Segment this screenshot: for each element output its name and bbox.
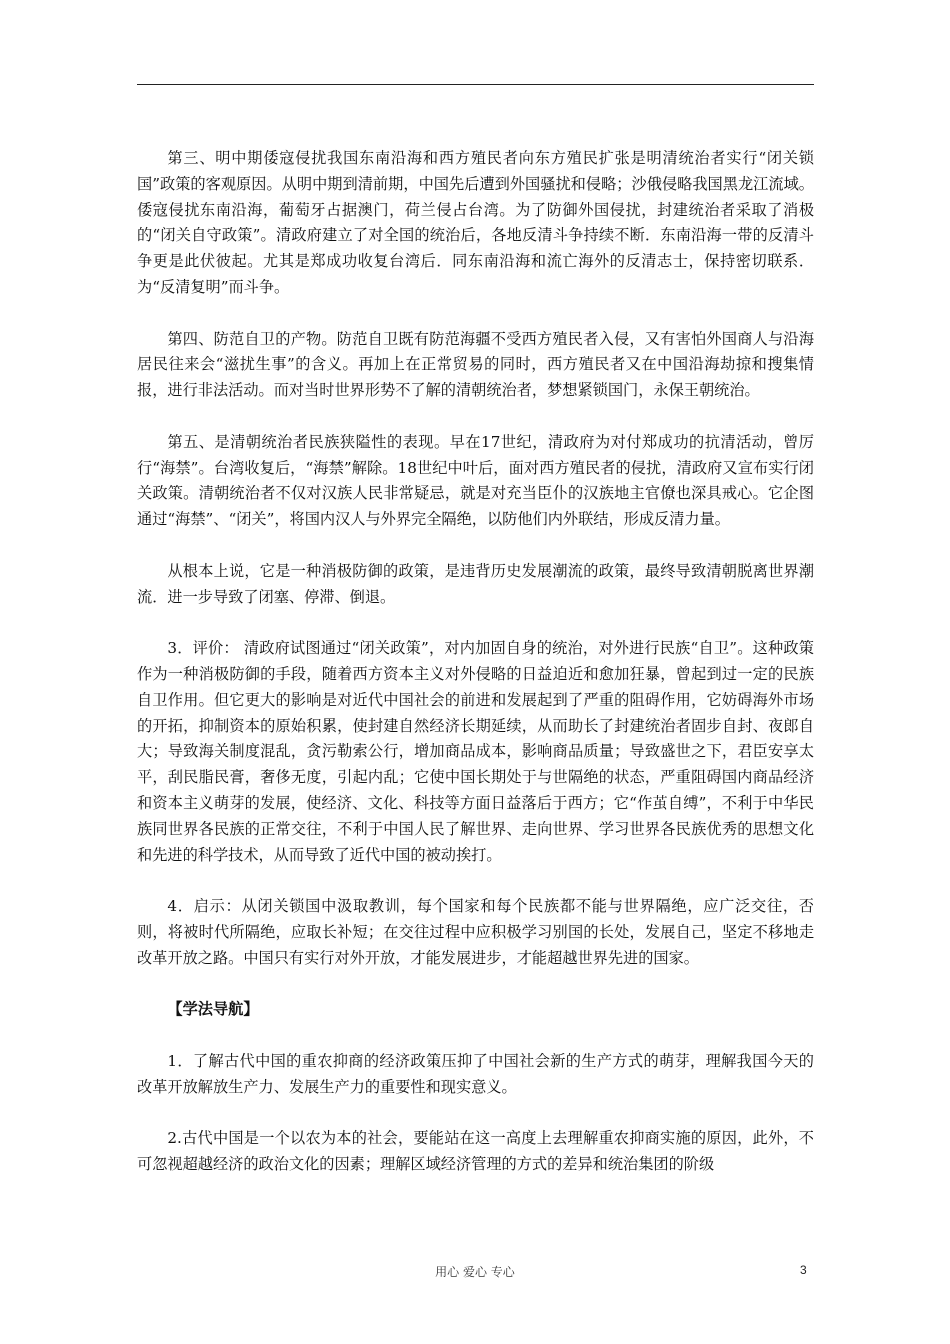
paragraph-evaluation: 3．评价： 清政府试图通过“闭关政策”，对内加固自身的统治，对外进行民族“自卫”。这种政策作为一种消极防御的手段，随着西方资本主义对外侵略的日益迫近和愈加狂暴，曾起到过一定的民族自卫作用。但它更大的影响是对近代中国社会的前进和发展起到了严重的阻碍作用，它妨碍海外市场的开拓，抑制资本的原始积累，使封建自然经济长期延续，从而助长了封建统治者固步自封、夜郎自大；导致海关制度混乱，贪污勒索公行，增加商品成本，影响商品质量；导致盛世之下，君臣安享太平，刮民脂民膏，奢侈无度，引起内乱；它使中国长期处于与世隔绝的状态，严重阻碍国内商品经济和资本主义萌芽的发展，使经济、文化、科技等方面日益落后于西方；它“作茧自缚”，不利于中华民族同世界各民族的正常交往，不利于中国人民了解世界、走向世界、学习世界各民族优秀的思想文化和先进的科学技术，从而导致了近代中国的被动挨打。 bbox=[137, 639, 814, 864]
footer-motto: 用心 爱心 专心 bbox=[435, 1265, 515, 1279]
guide-paragraph-2: 2.古代中国是一个以农为本的社会，要能站在这一高度上去理解重农抑商实施的原因，此外，不可忽视超越经济的政治文化的因素；理解区域经济管理的方式的差异和统治集团的阶级 bbox=[137, 1129, 814, 1174]
paragraph-enlightenment: 4．启示：从闭关锁国中汲取教训，每个国家和每个民族都不能与世界隔绝，应广泛交往，否则，将被时代所隔绝，应取长补短；在交往过程中应积极学习别国的长处，发展自己，坚定不移地走改革开放之路。中国只有实行对外开放，才能发展进步，才能超越世界先进的国家。 bbox=[137, 897, 814, 967]
guide-paragraph-1: 1．了解古代中国的重农抑商的经济政策压抑了中国社会新的生产方式的萌芽，理解我国今天的改革开放解放生产力、发展生产力的重要性和现实意义。 bbox=[137, 1051, 814, 1096]
document-body bbox=[137, 146, 814, 1204]
paragraph-fourth-reason: 第四、防范自卫的产物。防范自卫既有防范海疆不受西方殖民者入侵，又有害怕外国商人与沿海居民往来会“滋扰生事”的含义。再加上在正常贸易的同时，西方殖民者又在中国沿海劫掠和搜集情报，进行非法活动。而对当时世界形势不了解的清朝统治者，梦想紧锁国门，永保王朝统治。 bbox=[137, 329, 814, 400]
page-number: 3 bbox=[800, 1263, 807, 1277]
header-rule bbox=[137, 84, 814, 85]
section-heading-study-guide: 【学法导航】 bbox=[167, 1000, 259, 1019]
paragraph-fifth-reason: 第五、是清朝统治者民族狭隘性的表现。早在17世纪，清政府为对付郑成功的抗清活动，曾厉行“海禁”。台湾收复后，“海禁”解除。18世纪中叶后，面对西方殖民者的侵扰，清政府又宣布实行闭关政策。清朝统治者不仅对汉族人民非常疑忌，就是对充当臣仆的汉族地主官僚也深具戒心。它企图通过“海禁”、“闭关”，将国内汉人与外界完全隔绝，以防他们内外联结，形成反清力量。 bbox=[137, 432, 814, 529]
paragraph-fundamental-summary: 从根本上说，它是一种消极防御的政策，是违背历史发展潮流的政策，最终导致清朝脱离世界潮流．进一步导致了闭塞、停滞、倒退。 bbox=[137, 561, 814, 606]
paragraph-third-reason: 第三、明中期倭寇侵扰我国东南沿海和西方殖民者向东方殖民扩张是明清统治者实行“闭关锁国”政策的客观原因。从明中期到清前期，中国先后遭到外国骚扰和侵略；沙俄侵略我国黑龙江流域。倭寇侵扰东南沿海，葡萄牙占据澳门，荷兰侵占台湾。为了防御外国侵扰，封建统治者采取了消极的“闭关自守政策”。清政府建立了对全国的统治后，各地反清斗争持续不断．东南沿海一带的反清斗争更是此伏彼起。尤其是郑成功收复台湾后．同东南沿海和流亡海外的反清志士，保持密切联系．为“反清复明”而斗争。 bbox=[137, 149, 814, 296]
